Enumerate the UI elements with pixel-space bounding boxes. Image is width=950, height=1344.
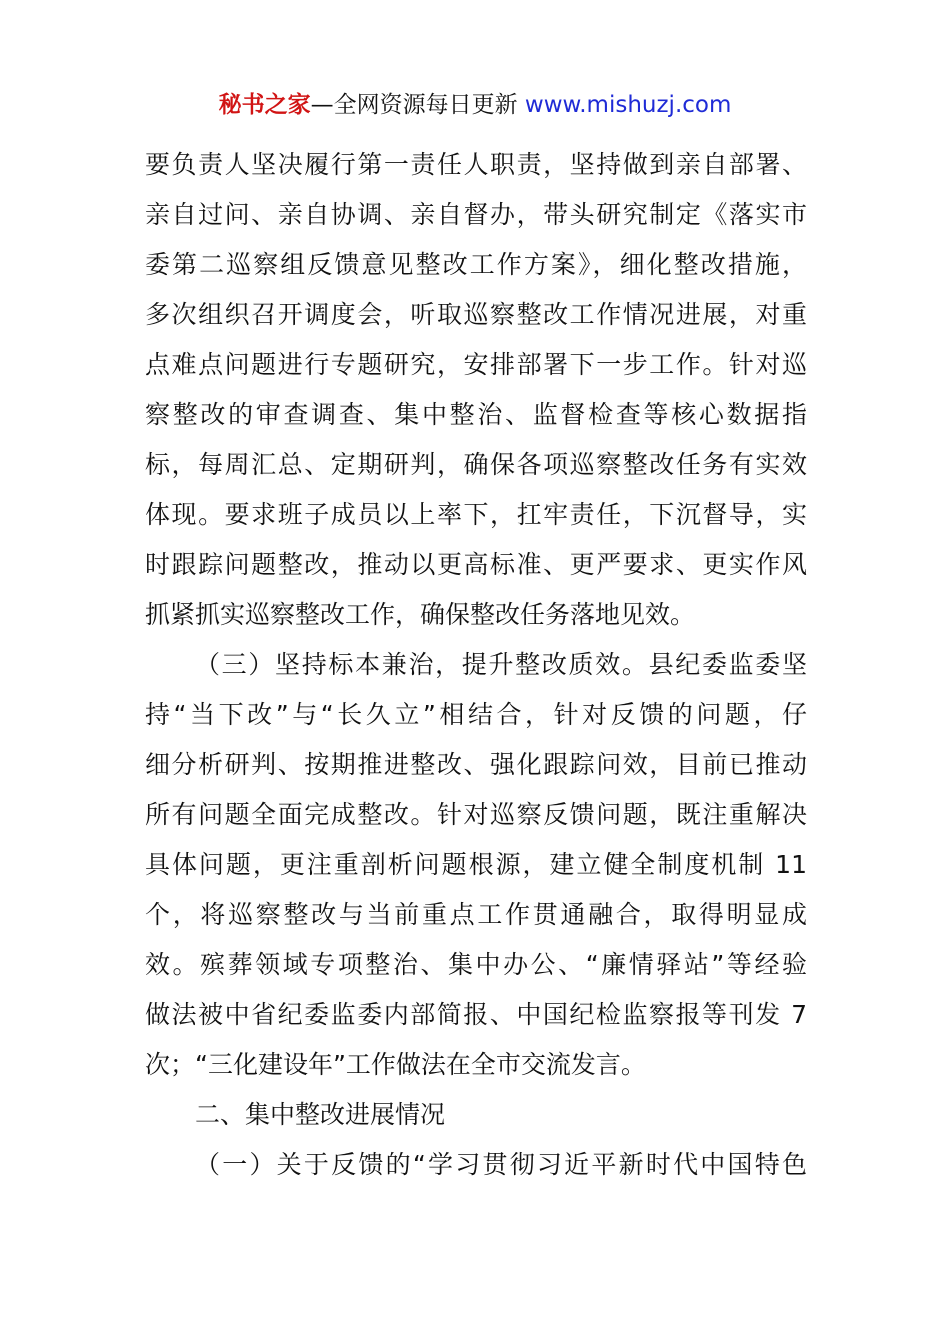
text-line: 亲自过问、亲自协调、亲自督办，带头研究制定《落实市 bbox=[145, 200, 807, 229]
text-line: 个，将巡察整改与当前重点工作贯通融合，取得明显成 bbox=[145, 900, 807, 929]
site-url-link[interactable]: www.mishuzj.com bbox=[524, 92, 732, 118]
text-line: 持“当下改”与“长久立”相结合，针对反馈的问题，仔 bbox=[145, 700, 807, 729]
text-line: 要负责人坚决履行第一责任人职责，坚持做到亲自部署、 bbox=[145, 150, 807, 179]
text-line: 多次组织召开调度会，听取巡察整改工作情况进展，对重 bbox=[145, 300, 807, 329]
text-line: 时跟踪问题整改，推动以更高标准、更严要求、更实作风 bbox=[145, 550, 807, 579]
text-line: 效。殡葬领域专项整治、集中办公、“廉情驿站”等经验 bbox=[145, 950, 807, 979]
page-header bbox=[0, 88, 950, 122]
text-line: 委第二巡察组反馈意见整改工作方案》，细化整改措施， bbox=[145, 250, 807, 279]
text-line: 所有问题全面完成整改。针对巡察反馈问题，既注重解决 bbox=[145, 800, 807, 829]
text-line: 抓紧抓实巡察整改工作，确保整改任务落地见效。 bbox=[145, 600, 696, 629]
text-line: 做法被中省纪委监委内部简报、中国纪检监察报等刊发 7 bbox=[145, 1000, 807, 1029]
section-heading-line: （一）关于反馈的“学习贯彻习近平新时代中国特色 bbox=[195, 1150, 807, 1179]
text-line: 具体问题，更注重剖析问题根源，建立健全制度机制 11 bbox=[145, 850, 807, 879]
text-line: 标，每周汇总、定期研判，确保各项巡察整改任务有实效 bbox=[145, 450, 807, 479]
text-line: 点难点问题进行专题研究，安排部署下一步工作。针对巡 bbox=[145, 350, 807, 379]
document-body bbox=[145, 140, 807, 1190]
text-line: 察整改的审查调查、集中整治、监督检查等核心数据指 bbox=[145, 400, 807, 429]
text-line: 细分析研判、按期推进整改、强化跟踪问效，目前已推动 bbox=[145, 750, 807, 779]
chapter-heading: 二、集中整改进展情况 bbox=[195, 1100, 446, 1129]
text-line: 体现。要求班子成员以上率下，扛牢责任，下沉督导，实 bbox=[145, 500, 807, 529]
site-brand: 秘书之家 bbox=[218, 92, 311, 118]
text-line: 次；“三化建设年”工作做法在全市交流发言。 bbox=[145, 1050, 646, 1079]
section-heading-line: （三）坚持标本兼治，提升整改质效。县纪委监委坚 bbox=[195, 650, 807, 679]
site-slogan: —全网资源每日更新 bbox=[310, 92, 525, 118]
